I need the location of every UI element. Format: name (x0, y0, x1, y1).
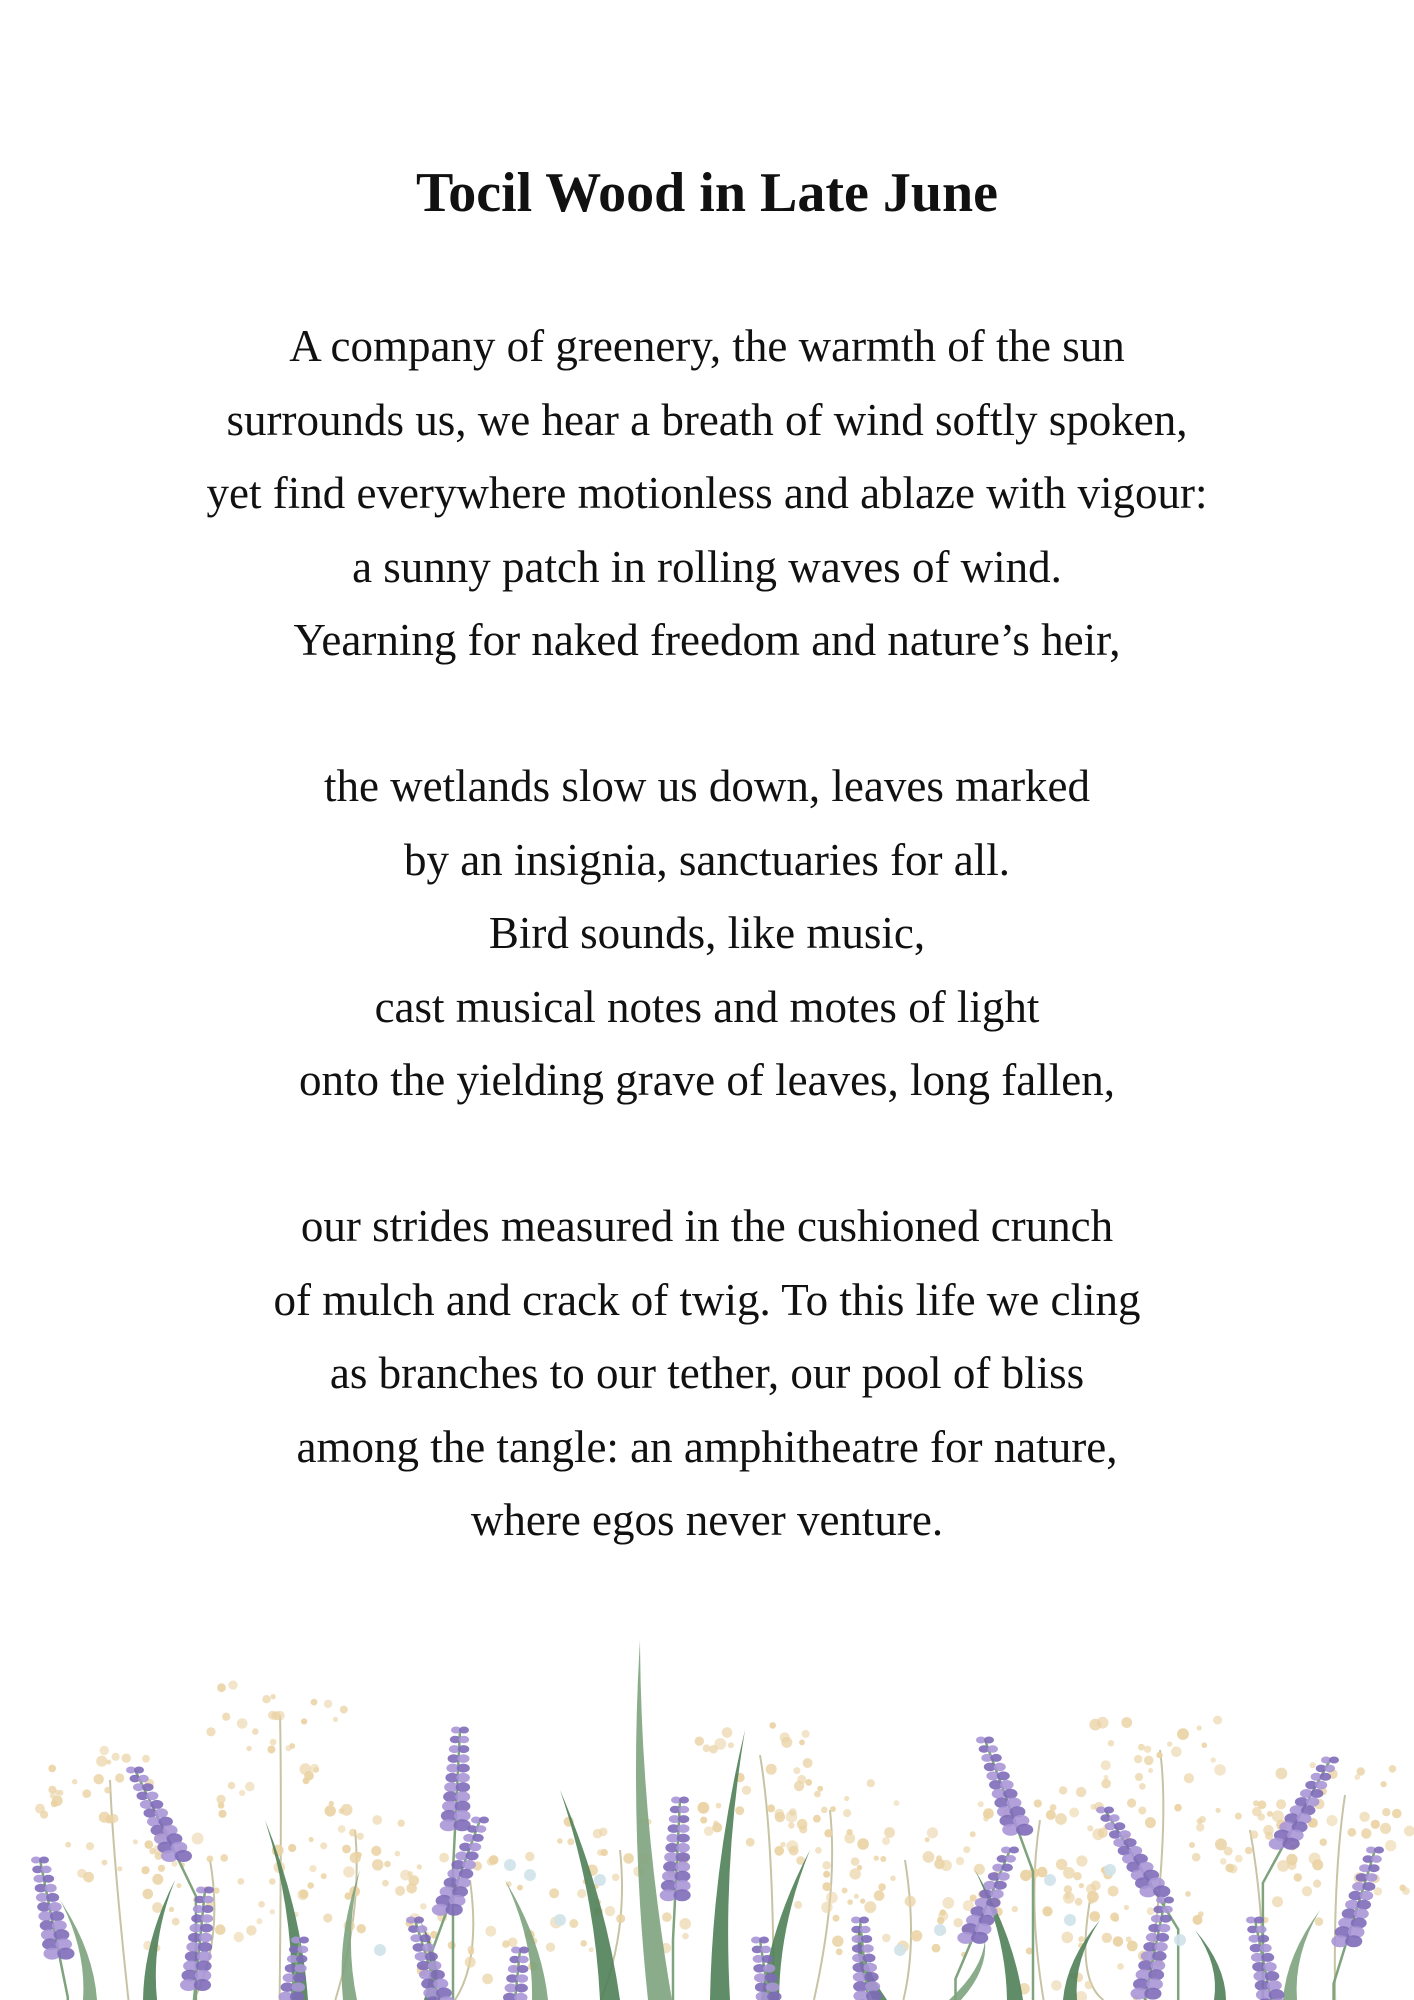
stanza-2 (0, 750, 1414, 1118)
poem-line: cast musical notes and motes of light (374, 981, 1040, 1032)
poem-line: among the tangle: an amphitheatre for nature, (296, 1421, 1118, 1472)
poem-line: as branches to our tether, our pool of bliss (329, 1348, 1085, 1398)
poem-line: by an insignia, sanctuaries for all. (403, 834, 1011, 885)
poem-line: a sunny patch in rolling waves of wind. (352, 541, 1062, 592)
poem-line: Yearning for naked freedom and nature’s heir, (293, 615, 1121, 665)
poem-line: onto the yielding grave of leaves, long fallen, (299, 1055, 1115, 1105)
poem-line: the wetlands slow us down, leaves marked (323, 761, 1091, 811)
poem-line: A company of greenery, the warmth of the sun (289, 321, 1125, 371)
poem-line: surrounds us, we hear a breath of wind softly spoken, (226, 394, 1188, 445)
poem-line: yet find everywhere motionless and ablaze with vigour: (206, 468, 1208, 518)
stanza-3 (0, 1190, 1414, 1558)
poem-line: our strides measured in the cushioned crunch (300, 1201, 1114, 1251)
stanza-1 (0, 310, 1414, 678)
poem-line: of mulch and crack of twig. To this life we cling (273, 1274, 1141, 1325)
poem-line: Bird sounds, like music, (488, 908, 926, 958)
poem-line: where egos never venture. (470, 1495, 944, 1545)
poem-title: Tocil Wood in Late June (416, 162, 998, 224)
lavender-and-grass-illustration-icon (0, 1620, 1414, 2000)
